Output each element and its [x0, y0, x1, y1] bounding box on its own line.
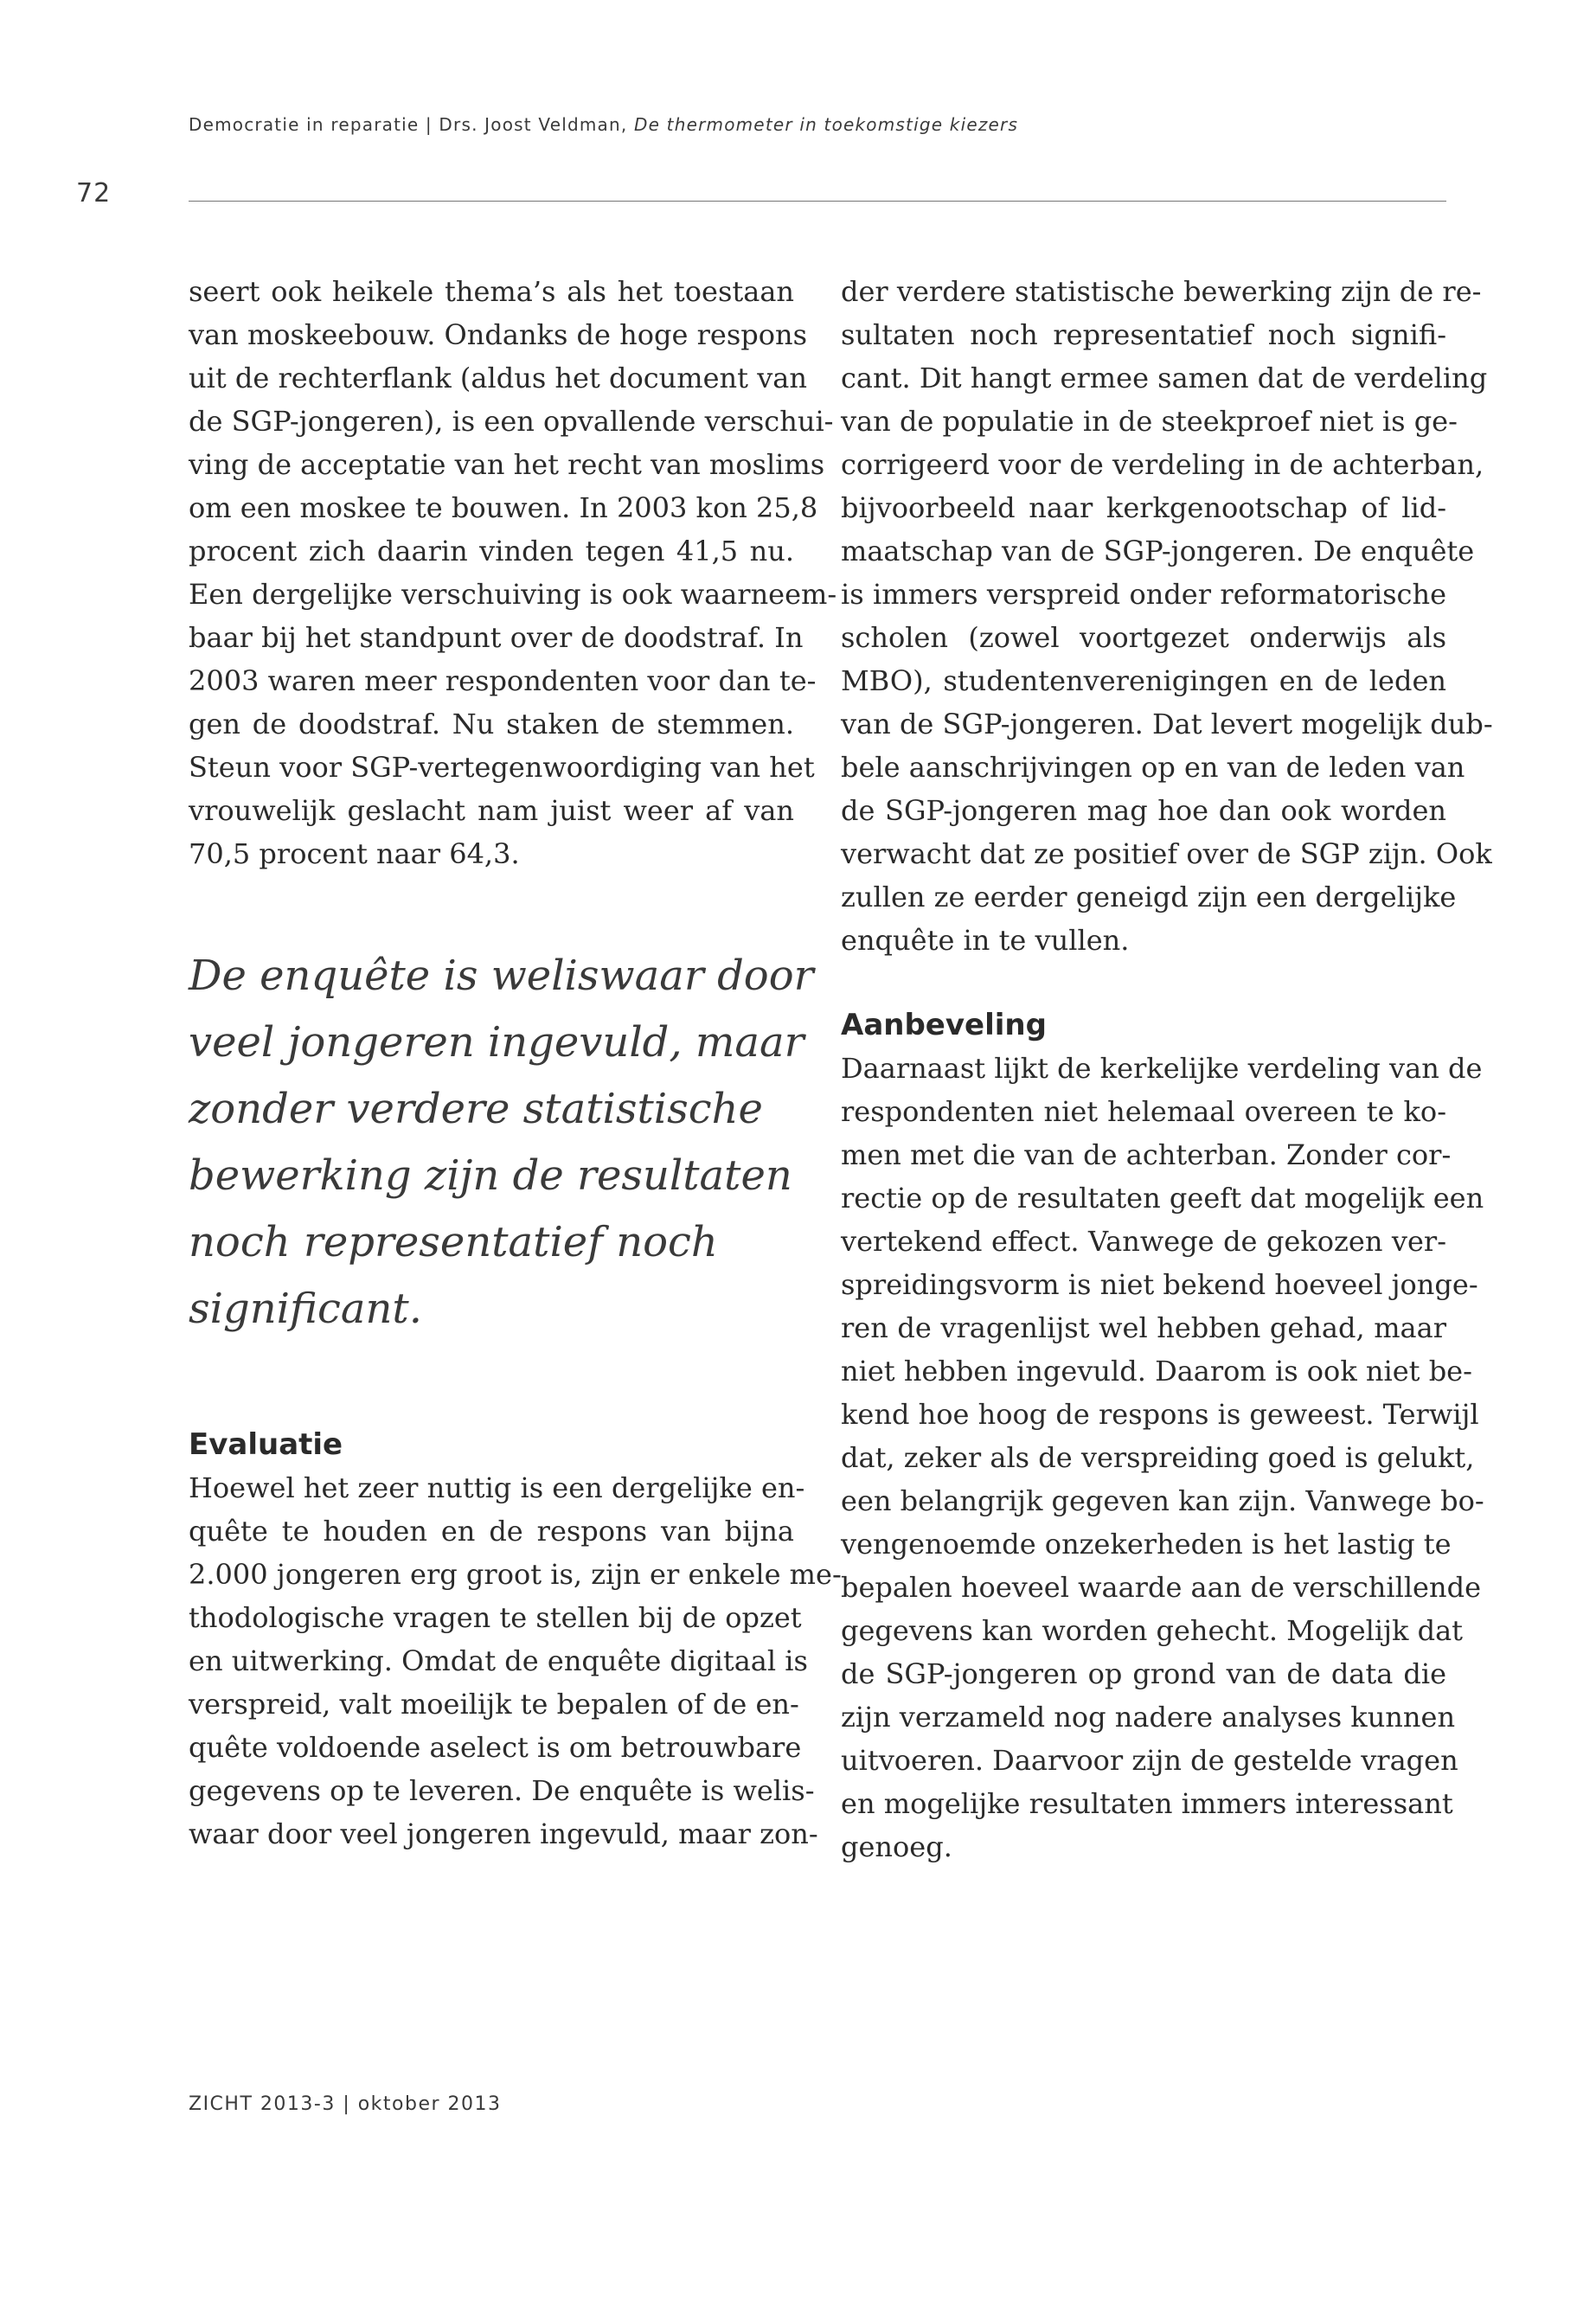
text-line: ren de vragenlijst wel hebben gehad, maar: [841, 1311, 1446, 1344]
text-line: procent zich daarin vinden tegen 41,5 nu.: [189, 535, 794, 567]
text-line: waar door veel jongeren ingevuld, maar zon-: [189, 1817, 818, 1850]
text-line: en uitwerking. Omdat de enquête digitaal is: [189, 1644, 808, 1677]
text-line: quête te houden en de respons van bijna: [189, 1515, 794, 1548]
text-line: thodologische vragen te stellen bij de opzet: [189, 1601, 802, 1634]
running-head: [189, 114, 1018, 135]
text-line: zijn verzameld nog nadere analyses kunnen: [841, 1701, 1456, 1734]
text-line: baar bij het standpunt over de doodstraf. In: [189, 621, 804, 654]
text-line: Steun voor SGP-vertegenwoordiging van het: [189, 751, 815, 784]
text-line: scholen (zowel voortgezet onderwijs als: [841, 621, 1446, 654]
quote-line: zonder verdere statistische: [189, 1085, 763, 1133]
aanbeveling-heading: Aanbeveling: [841, 1008, 1047, 1042]
text-line: van moskeebouw. Ondanks de hoge respons: [189, 318, 808, 351]
footer: ZICHT 2013-3 | oktober 2013: [189, 2093, 502, 2115]
left-column: [189, 270, 837, 875]
text-line: vertekend effect. Vanwege de gekozen ver-: [841, 1225, 1446, 1258]
aanbeveling-section: [841, 1003, 1484, 1868]
text-line: is immers verspreid onder reformatorische: [841, 578, 1446, 611]
right-paragraph-1: [841, 270, 1493, 962]
quote-line: veel jongeren ingevuld, maar: [189, 1018, 804, 1067]
text-line: maatschap van de SGP-jongeren. De enquête: [841, 535, 1475, 567]
text-line: verspreid, valt moeilijk te bepalen of de en-: [189, 1688, 799, 1721]
text-line: corrigeerd voor de verdeling in de achterban,: [841, 448, 1484, 481]
text-line: Een dergelijke verschuiving is ook waarneem-: [189, 578, 837, 611]
text-line: spreidingsvorm is niet bekend hoeveel jonge-: [841, 1268, 1478, 1301]
text-line: genoeg.: [841, 1830, 952, 1863]
text-line: uit de rechterflank (aldus het document van: [189, 362, 807, 394]
text-line: de SGP-jongeren mag hoe dan ook worden: [841, 794, 1446, 827]
quote-line: De enquête is weliswaar door: [189, 952, 814, 1000]
text-line: en mogelijke resultaten immers interessant: [841, 1787, 1453, 1820]
text-line: een belangrijk gegeven kan zijn. Vanwege bo-: [841, 1484, 1484, 1517]
text-line: van de SGP-jongeren. Dat levert mogelijk dub-: [841, 708, 1493, 740]
text-line: MBO), studentenverenigingen en de leden: [841, 664, 1446, 697]
text-line: seert ook heikele thema’s als het toestaan: [189, 275, 794, 308]
text-line: bele aanschrijvingen op en van de leden van: [841, 751, 1465, 784]
text-line: gegevens op te leveren. De enquête is welis-: [189, 1774, 815, 1807]
text-line: sultaten noch representatief noch signifi-: [841, 318, 1446, 351]
quote-line: significant.: [189, 1285, 422, 1333]
text-line: verwacht dat ze positief over de SGP zijn. Ook: [841, 837, 1492, 870]
text-line: quête voldoende aselect is om betrouwbare: [189, 1731, 802, 1764]
text-line: 2.000 jongeren erg groot is, zijn er enkele me-: [189, 1558, 842, 1591]
text-line: niet hebben ingevuld. Daarom is ook niet be-: [841, 1355, 1472, 1388]
text-line: respondenten niet helemaal overeen te ko-: [841, 1095, 1446, 1128]
text-line: men met die van de achterban. Zonder cor-: [841, 1138, 1452, 1171]
text-line: gegevens kan worden gehecht. Mogelijk dat: [841, 1614, 1463, 1647]
evaluatie-heading: Evaluatie: [189, 1427, 343, 1462]
text-line: Hoewel het zeer nuttig is een dergelijke en-: [189, 1471, 805, 1504]
quote-line: bewerking zijn de resultaten: [189, 1151, 792, 1200]
text-line: vengenoemde onzekerheden is het lastig te: [841, 1528, 1452, 1561]
text-line: de SGP-jongeren op grond van de data die: [841, 1657, 1446, 1690]
text-line: dat, zeker als de verspreiding goed is gelukt,: [841, 1441, 1475, 1474]
text-line: uitvoeren. Daarvoor zijn de gestelde vragen: [841, 1744, 1458, 1777]
text-line: der verdere statistische bewerking zijn de re-: [841, 275, 1482, 308]
text-line: Daarnaast lijkt de kerkelijke verdeling van de: [841, 1052, 1483, 1085]
text-line: bepalen hoeveel waarde aan de verschillende: [841, 1571, 1482, 1604]
text-line: vrouwelijk geslacht nam juist weer af van: [189, 794, 794, 827]
left-paragraph-1: [189, 270, 837, 875]
text-line: ving de acceptatie van het recht van moslims: [189, 448, 825, 481]
right-column: [841, 270, 1493, 1868]
text-line: van de populatie in de steekproef niet is ge-: [841, 405, 1458, 438]
page-number: 72: [76, 178, 112, 208]
text-line: bijvoorbeeld naar kerkgenootschap of lid-: [841, 491, 1446, 524]
text-line: enquête in te vullen.: [841, 924, 1130, 957]
text-line: om een moskee te bouwen. In 2003 kon 25,8: [189, 491, 818, 524]
text-line: 70,5 procent naar 64,3.: [189, 837, 520, 870]
pull-quote: [189, 943, 814, 1343]
text-line: zullen ze eerder geneigd zijn een dergelijke: [841, 881, 1457, 913]
text-line: gen de doodstraf. Nu staken de stemmen.: [189, 708, 794, 740]
text-line: cant. Dit hangt ermee samen dat de verdeling: [841, 362, 1488, 394]
text-line: rectie op de resultaten geeft dat mogelijk een: [841, 1182, 1484, 1215]
header-rule: [189, 201, 1446, 202]
section-gap: [841, 962, 1446, 1003]
running-head-title: De thermometer in toekomstige kiezers: [634, 114, 1019, 135]
text-line: 2003 waren meer respondenten voor dan te-: [189, 664, 817, 697]
quote-line: noch representatief noch: [189, 1218, 718, 1266]
running-head-plain: Democratie in reparatie | Drs. Joost Veldman,: [189, 114, 634, 135]
text-line: de SGP-jongeren), is een opvallende verschui-: [189, 405, 834, 438]
text-line: kend hoe hoog de respons is geweest. Terwijl: [841, 1398, 1479, 1431]
evaluatie-section: [189, 1423, 842, 1856]
